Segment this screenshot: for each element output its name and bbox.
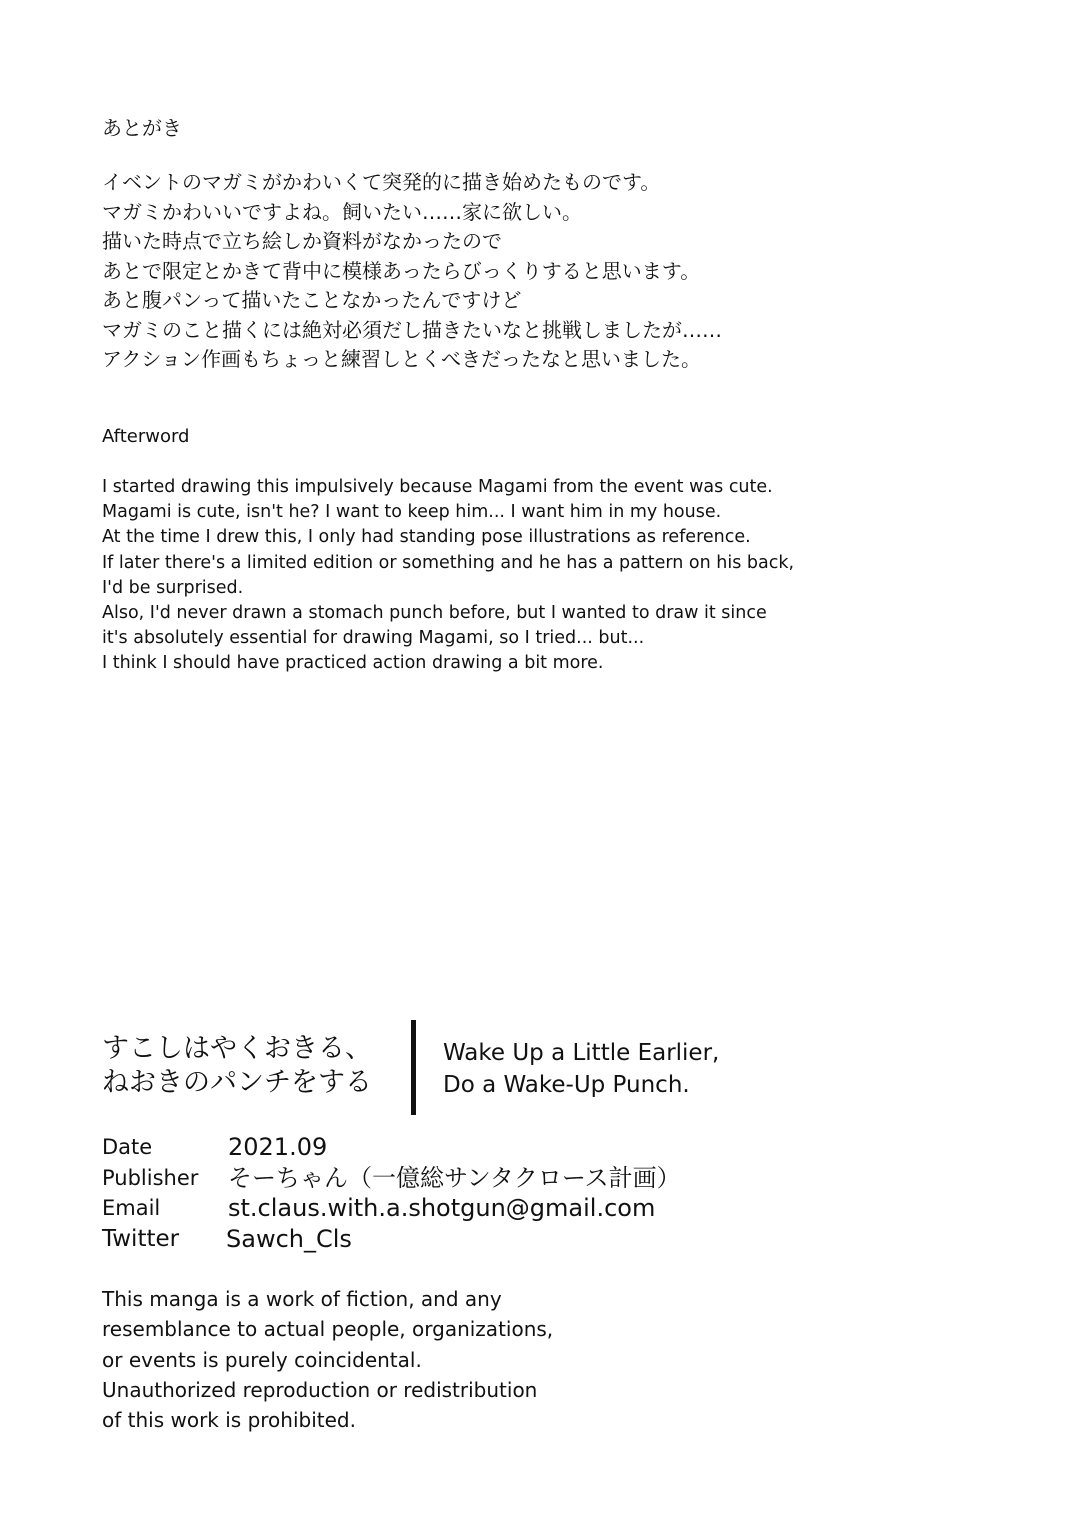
- afterword-jp-line: マガミのこと描くには絶対必須だし描きたいなと挑戦しましたが……: [102, 317, 722, 342]
- title-divider: [411, 1020, 416, 1115]
- afterword-en-line: I started drawing this impulsively because Magami from the event was cute.: [102, 477, 773, 497]
- afterword-en-heading: Afterword: [102, 426, 190, 447]
- title-en-line: Do a Wake-Up Punch.: [443, 1072, 690, 1098]
- colophon-label: Twitter: [102, 1225, 180, 1252]
- afterword-en-line: At the time I drew this, I only had standing pose illustrations as reference.: [102, 527, 751, 548]
- afterword-en-line: Magami is cute, isn't he? I want to keep him... I want him in my house.: [102, 502, 722, 523]
- colophon-label: Date: [102, 1135, 153, 1159]
- disclaimer-line: This manga is a work of fiction, and any: [102, 1287, 502, 1311]
- colophon-value: st.claus.with.a.shotgun@gmail.com: [228, 1194, 656, 1222]
- afterword-en-line: I'd be surprised.: [102, 577, 244, 598]
- afterword-en-line: Also, I'd never drawn a stomach punch before, but I wanted to draw it since: [102, 603, 767, 624]
- afterword-jp-line: アクション作画もちょっと練習しとくべきだったなと思いました。: [102, 347, 701, 371]
- afterword-jp-line: あと腹パンって描いたことなかったんですけど: [102, 288, 522, 312]
- afterword-en-line: I think I should have practiced action drawing a bit more.: [102, 653, 604, 674]
- title-jp-line: ねおきのパンチをする: [102, 1067, 372, 1098]
- afterword-jp-line: マガミかわいいですよね。飼いたい……家に欲しい。: [102, 199, 582, 224]
- disclaimer-line: resemblance to actual people, organizations,: [102, 1317, 554, 1342]
- afterword-en-line: it's absolutely essential for drawing Magami, so I tried... but...: [102, 628, 645, 649]
- afterword-en-line: If later there's a limited edition or something and he has a pattern on his back,: [102, 552, 795, 573]
- disclaimer: [102, 1284, 553, 1435]
- disclaimer-line: of this work is prohibited.: [102, 1408, 356, 1433]
- afterword-jp-line: あとで限定とかきて背中に模様あったらびっくりすると思います。: [102, 258, 701, 283]
- disclaimer-line: or events is purely coincidental.: [102, 1347, 422, 1372]
- afterword-jp-line: 描いた時点で立ち絵しか資料がなかったので: [102, 229, 502, 253]
- title-jp-line: すこしはやくおきる、: [102, 1033, 372, 1064]
- title-en: [443, 1037, 719, 1101]
- afterword-en-body: [102, 475, 862, 677]
- afterword-jp-heading: あとがき: [102, 116, 182, 140]
- colophon-value: Sawch_Cls: [226, 1224, 352, 1253]
- disclaimer-line: Unauthorized reproduction or redistribution: [102, 1377, 538, 1402]
- colophon-label: Email: [102, 1196, 161, 1220]
- colophon-value: そーちゃん（一億総サンタクロース計画）: [228, 1163, 681, 1192]
- afterword-jp-line: イベントのマガミがかわいくて突発的に描き始めたものです。: [102, 170, 661, 194]
- colophon-label: Publisher: [102, 1165, 199, 1190]
- title-en-line: Wake Up a Little Earlier,: [443, 1040, 720, 1066]
- afterword-jp-body: [102, 168, 862, 375]
- title-jp: [102, 1032, 402, 1100]
- colophon-value: 2021.09: [228, 1133, 328, 1161]
